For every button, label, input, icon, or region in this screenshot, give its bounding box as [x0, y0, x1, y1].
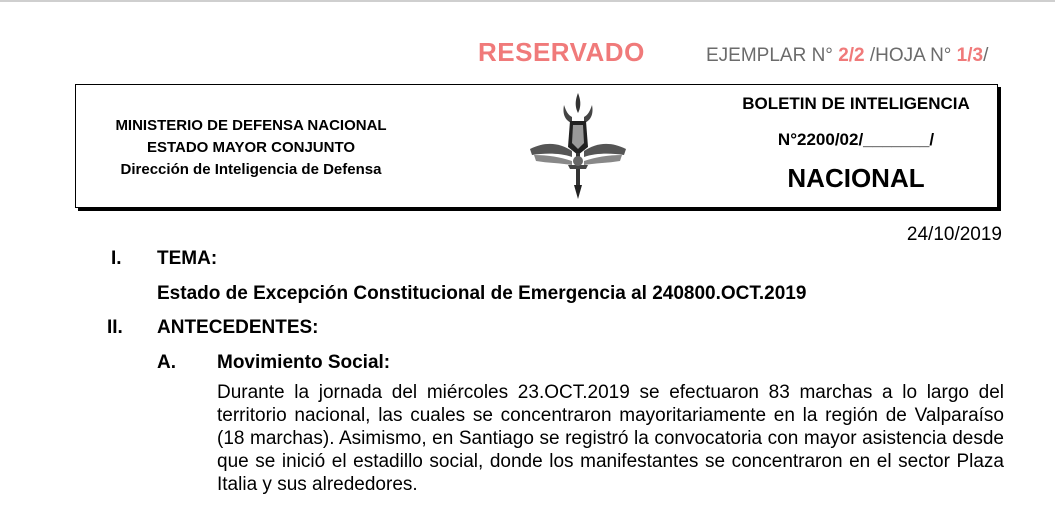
copy-number: 2/2	[838, 45, 865, 66]
directorate-name: Dirección de Inteligencia de Defensa	[120, 161, 382, 178]
copy-prefix: EJEMPLAR N°	[706, 45, 839, 66]
staff-name: ESTADO MAYOR CONJUNTO	[146, 139, 356, 156]
organization-block	[76, 115, 426, 181]
section-2-title: ANTECEDENTES:	[157, 317, 319, 338]
page-top-border	[0, 0, 1055, 2]
section-2-number: II.	[107, 317, 123, 338]
military-emblem-icon	[526, 91, 630, 203]
bulletin-scope: NACIONAL	[787, 163, 925, 193]
bulletin-block	[716, 93, 996, 193]
sheet-number: 1/3	[956, 45, 984, 66]
ministry-name: MINISTERIO DE DEFENSA NACIONAL	[115, 117, 387, 134]
document-date: 24/10/2019	[906, 224, 1002, 245]
bulletin-title: BOLETIN DE INTELIGENCIA	[742, 94, 970, 113]
bulletin-number: N°2200/02/_______/	[777, 130, 935, 149]
subsection-a-paragraph: Durante la jornada del miércoles 23.OCT.2019 se efectuaron 83 marchas a lo largo del territorio nacional, las cuales se concentraron mayoritariamente en la región de Valparaíso (18 marchas). Asimismo, en Santiago se registró la convocatoria con mayor asistencia desde que se inició el estadillo social, donde los manifestantes se concentraron en el sector Plaza Italia y sus alrededores.	[217, 382, 1004, 495]
document-header-box	[75, 84, 998, 208]
section-1-title: TEMA:	[157, 248, 218, 269]
section-1-text: Estado de Excepción Constitucional de Emergencia al 240800.OCT.2019	[157, 283, 807, 304]
section-1-number: I.	[111, 248, 122, 269]
sheet-prefix: /HOJA N°	[864, 45, 957, 66]
copy-sheet-info	[706, 45, 988, 67]
subsection-a-letter: A.	[157, 352, 176, 373]
sheet-suffix: /	[983, 45, 989, 66]
classification-label: RESERVADO	[478, 37, 645, 67]
subsection-a-title: Movimiento Social:	[217, 352, 391, 373]
